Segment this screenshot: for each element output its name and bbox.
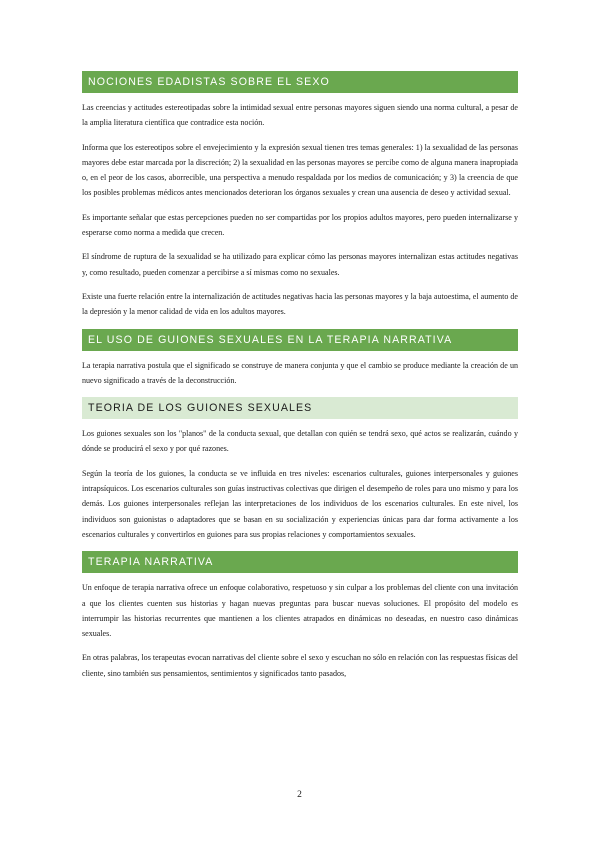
- section-heading-terapia-narrativa: TERAPIA NARRATIVA: [82, 551, 518, 573]
- paragraph: Según la teoría de los guiones, la conducta se ve influida en tres niveles: escenarios culturales, guiones interpersonales y guiones intrapsíquicos. Los escenarios culturales son guías instructivas colectivas que dirigen el desempeño de roles para uno mismo y para los demás. Los guiones interpersonales reflejan las interpretaciones de los individuos de los escenarios culturales. En este nivel, los individuos son guionistas o adaptadores que se basan en su socialización y experiencias únicas para dar forma activamente a los escenarios culturales y convertirlos en guiones para sus propias relaciones y comportamientos sexuales.: [82, 468, 518, 539]
- section-heading-teoria-guiones: TEORIA DE LOS GUIONES SEXUALES: [82, 397, 518, 419]
- section-heading-uso-de-guiones: EL USO DE GUIONES SEXUALES EN LA TERAPIA NARRATIVA: [82, 329, 518, 351]
- paragraph: Informa que los estereotipos sobre el envejecimiento y la expresión sexual tienen tres temas generales: 1) la sexualidad de las personas mayores debe estar marcada por la discreción; 2) la sexualidad en las personas mayores se percibe como de alguna manera inapropiada o, en el peor de los casos, aborrecible, una perspectiva a menudo respaldada por los medios de comunicación; y 3) la creencia de que los posibles problemas médicos antes mencionados deterioran los órganos sexuales y crean una ausencia de deseo y actividad sexual.: [82, 142, 518, 198]
- paragraph: La terapia narrativa postula que el significado se construye de manera conjunta y que el cambio se produce mediante la creación de un nuevo significado a través de la deconstrucción.: [82, 360, 518, 385]
- page-number: 2: [297, 790, 302, 800]
- page-content: [82, 71, 518, 690]
- paragraph: Un enfoque de terapia narrativa ofrece un enfoque colaborativo, respetuoso y sin culpar a los problemas del cliente con una invitación a que los clientes cuenten sus historias y hagan nuevas preguntas para buscar nuevas soluciones. El propósito del modelo es interrumpir las historias recurrentes que mantienen a los clientes atrapados en dinámicas no deseadas, en nuestro caso dinámicas sexuales.: [82, 583, 518, 639]
- section-heading-nociones-edadistas: NOCIONES EDADISTAS SOBRE EL SEXO: [82, 71, 518, 93]
- paragraph: Las creencias y actitudes estereotipadas sobre la intimidad sexual entre personas mayores siguen siendo una norma cultural, a pesar de la amplia literatura científica que contradice esta noción.: [82, 103, 518, 128]
- paragraph: Existe una fuerte relación entre la internalización de actitudes negativas hacia las personas mayores y la baja autoestima, el aumento de la depresión y la menor calidad de vida en los adultos mayores.: [82, 291, 518, 317]
- paragraph: Es importante señalar que estas percepciones pueden no ser compartidas por los propios adultos mayores, pero pueden internalizarse y esperarse como norma a medida que crecen.: [82, 212, 518, 238]
- paragraph: En otras palabras, los terapeutas evocan narrativas del cliente sobre el sexo y escuchan no sólo en relación con las respuestas físicas del cliente, sino también sus pensamientos, sentimientos y significados tanto pasados,: [82, 653, 518, 678]
- paragraph: El síndrome de ruptura de la sexualidad se ha utilizado para explicar cómo las personas mayores internalizan estas actitudes negativas y, como resultado, pueden comenzar a percibirse a sí mismas como no sexuales.: [82, 252, 518, 277]
- paragraph: Los guiones sexuales son los "planos" de la conducta sexual, que detallan con quién se tendrá sexo, qué actos se realizarán, cuándo y dónde se producirá el sexo y por qué razones.: [82, 429, 518, 454]
